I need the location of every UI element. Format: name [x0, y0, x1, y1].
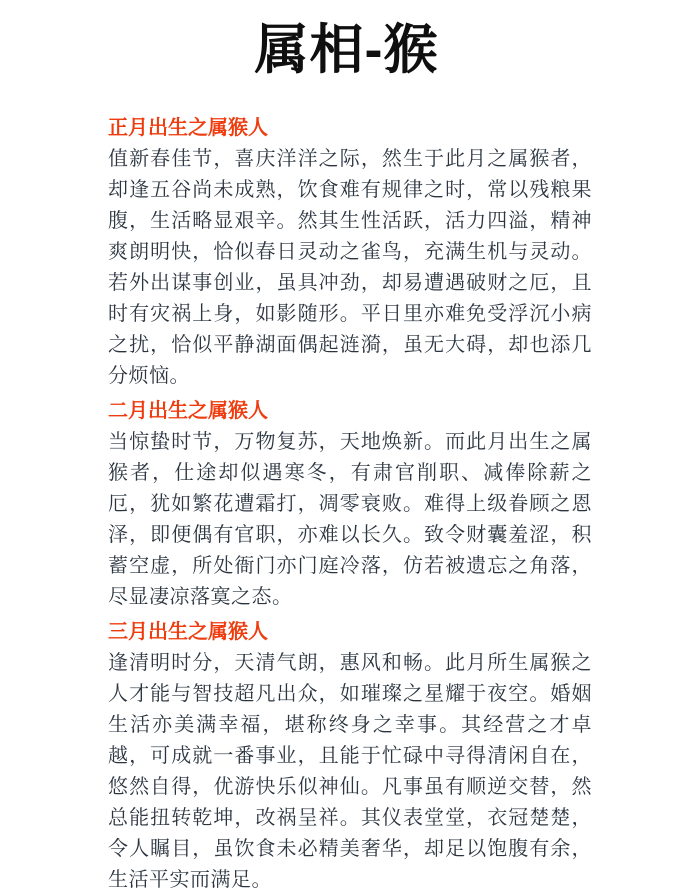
section-heading-month-1: 正月出生之属猴人 [108, 117, 268, 139]
section-month-2 [108, 398, 592, 613]
page-title: 属相-猴 [254, 20, 439, 80]
section-body-month-1: 值新春佳节，喜庆洋洋之际，然生于此月之属猴者，却逢五谷尚未成熟，饮食难有规律之时，常以残粮果腹，生活略显艰辛。然其生性活跃，活力四溢，精神爽朗明快，恰似春日灵动之雀鸟，充满生机与灵动。若外出谋事创业，虽具冲劲，却易遭遇破财之厄，且时有灾祸上身，如影随形。平日里亦难免受浮沉小病之扰，恰似平静湖面偶起涟漪，虽无大碍，却也添几分烦恼。 [108, 148, 592, 387]
section-body-month-3: 逢清明时分，天清气朗，惠风和畅。此月所生属猴之人才能与智技超凡出众，如璀璨之星耀于夜空。婚姻生活亦美满幸福，堪称终身之幸事。其经营之才卓越，可成就一番事业，且能于忙碌中寻得清闲自在，悠然自得，优游快乐似神仙。凡事虽有顺逆交替，然总能扭转乾坤，改祸呈祥。其仪表堂堂，衣冠楚楚，令人瞩目，虽饮食未必精美奢华，却足以饱腹有余，生活平实而满足。 [108, 652, 592, 891]
section-body-month-2: 当惊蛰时节，万物复苏，天地焕新。而此月出生之属猴者，仕途却似遇寒冬，有肃官削职、减俸除薪之厄，犹如繁花遭霜打，凋零衰败。难得上级眷顾之恩泽，即便偶有官职，亦难以长久。致令财囊羞涩，积蓄空虚，所处衙门亦门庭冷落，仿若被遗忘之角落，尽显凄凉落寞之态。 [108, 431, 592, 608]
section-month-3 [108, 619, 592, 896]
section-heading-month-2: 二月出生之属猴人 [108, 400, 268, 422]
article-content [108, 115, 592, 896]
section-heading-month-3: 三月出生之属猴人 [108, 621, 268, 643]
section-month-1 [108, 115, 592, 392]
